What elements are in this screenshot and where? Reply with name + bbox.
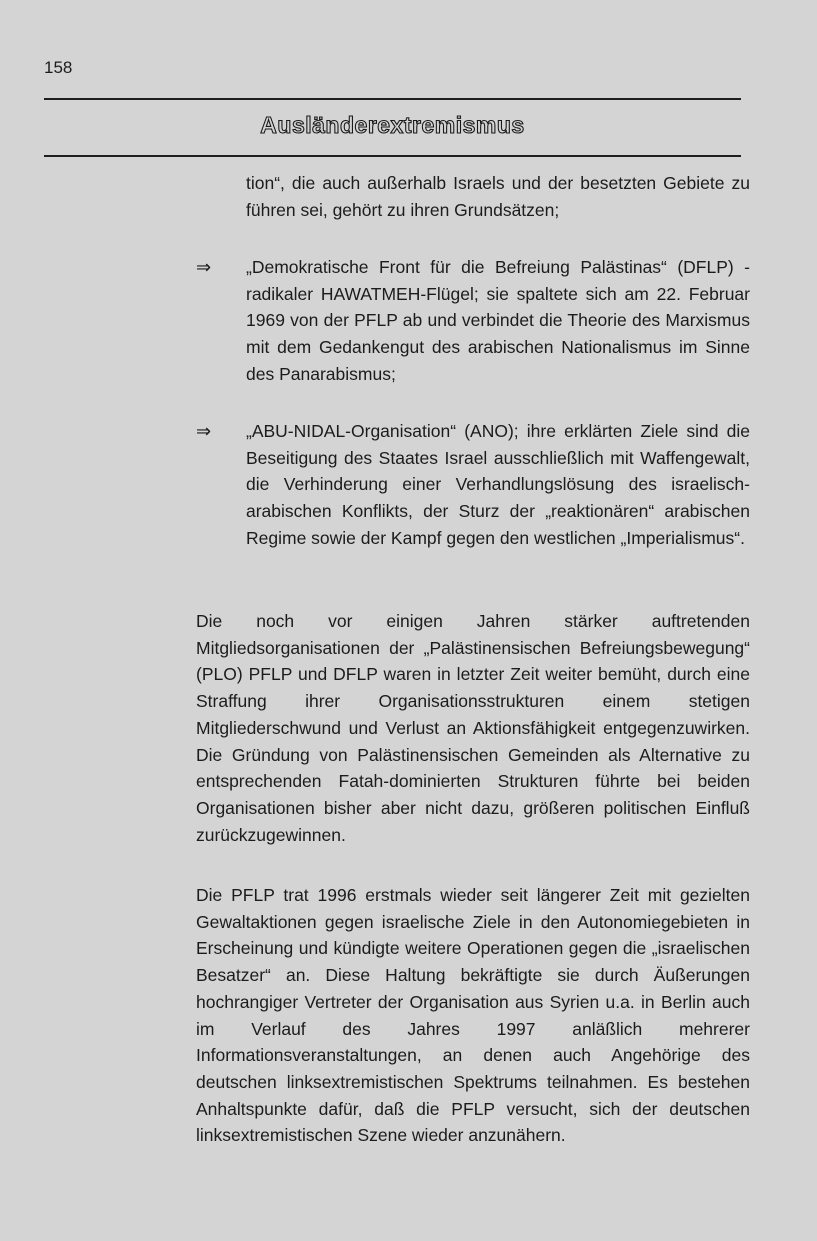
running-head: Ausländerextremismus xyxy=(260,112,525,138)
header-rule-bottom xyxy=(44,155,741,157)
continuation-text: tion“, die auch außerhalb Israels und der besetzten Gebiete zu führen sei, gehört zu ihren Grundsätzen; xyxy=(246,173,750,220)
header-rule-top xyxy=(44,98,741,100)
list-item xyxy=(196,254,750,388)
list-item xyxy=(196,418,750,552)
arrow-icon: ⇒ xyxy=(196,421,212,441)
list-item-text: „ABU-NIDAL-Organisation“ (ANO); ihre erklärten Ziele sind die Beseitigung des Staates Israel ausschließlich mit Waffengewalt, die Verhinderung einer Verhandlungslösung des israelisch-arabischen Konflikts, der Sturz der „reaktionären“ arabischen Regime sowie der Kampf gegen den westlichen „Imperialismus“. xyxy=(246,421,750,548)
body-paragraph: Die PFLP trat 1996 erstmals wieder seit längerer Zeit mit gezielten Gewaltaktionen gegen israelische Ziele in den Autonomiegebieten in Erscheinung und kündigte weitere Operationen gegen die „israelischen Besatzer“ an. Diese Haltung bekräftigte sie durch Äußerungen hochrangiger Vertreter der Organisation aus Syrien u.a. in Berlin auch im Verlauf des Jahres 1997 anläßlich mehrerer Informationsveranstaltungen, an denen auch Angehörige des deutschen linksextremistischen Spektrums teilnahmen. Es bestehen Anhaltspunkte dafür, daß die PFLP versucht, sich der deutschen linksextremistischen Szene wieder anzunähern. xyxy=(196,885,750,1146)
page-number: 158 xyxy=(44,58,73,77)
list-item-text: „Demokratische Front für die Befreiung Palästinas“ (DFLP) - radikaler HAWATMEH-Flügel; sie spaltete sich am 22. Februar 1969 von der PFLP ab und verbindet die Theorie des Marxismus mit dem Gedankengut des arabischen Nationalismus im Sinne des Panarabismus; xyxy=(246,257,750,384)
arrow-icon: ⇒ xyxy=(196,257,212,277)
body-paragraph: Die noch vor einigen Jahren stärker auftretenden Mitgliedsorganisationen der „Palästinensischen Befreiungsbewegung“ (PLO) PFLP und DFLP waren in letzter Zeit weiter bemüht, durch eine Straffung ihrer Organisationsstrukturen einem stetigen Mitgliederschwund und Verlust an Aktionsfähigkeit entgegenzuwirken. Die Gründung von Palästinensischen Gemeinden als Alternative zu entsprechenden Fatah-dominierten Strukturen führte bei beiden Organisationen bisher aber nicht dazu, größeren politischen Einfluß zurückzugewinnen. xyxy=(196,611,750,845)
